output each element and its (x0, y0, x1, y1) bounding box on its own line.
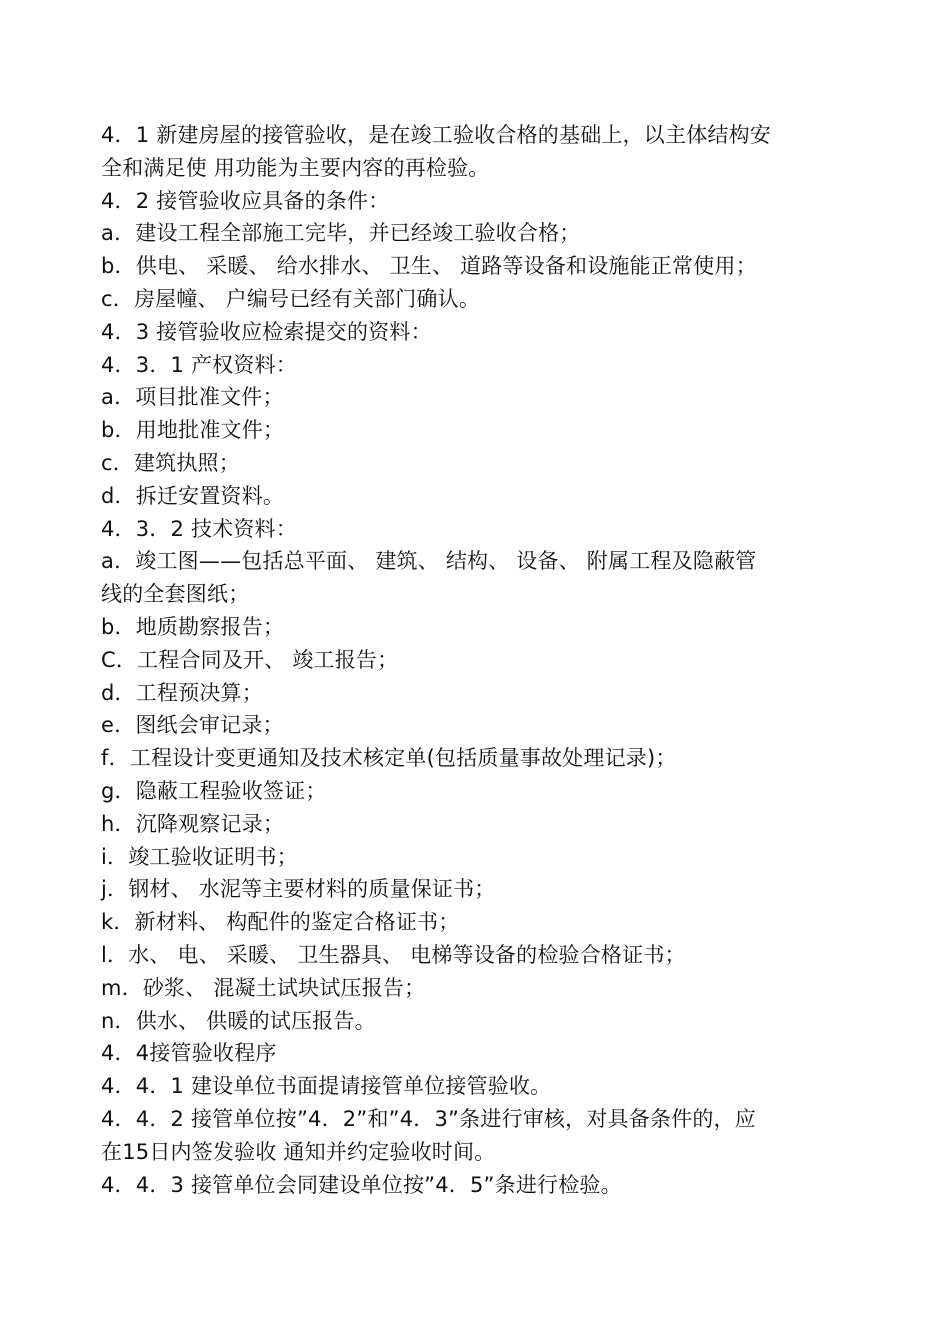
text-line: b．地质勘察报告； (101, 614, 285, 639)
text-line: 4．3．2 技术资料： (101, 516, 297, 541)
text-line: h．沉降观察记录； (101, 811, 285, 836)
text-line: j．钢材、 水泥等主要材料的质量保证书； (101, 877, 496, 902)
text-line: 全和满足使 用功能为主要内容的再检验。 (101, 155, 490, 180)
text-line: 4．4．3 接管单位会同建设单位按”4．5”条进行检验。 (101, 1172, 622, 1197)
text-line: l．水、 电、 采暖、 卫生器具、 电梯等设备的检验合格证书； (101, 942, 686, 967)
text-line: i．竣工验收证明书； (101, 844, 298, 869)
text-line: m．砂浆、 混凝土试块试压报告； (101, 975, 426, 1000)
text-line: b．供电、 采暖、 给水排水、 卫生、 道路等设备和设施能正常使用； (101, 254, 757, 279)
text-line: 4．4．1 建设单位书面提请接管单位接管验收。 (101, 1074, 552, 1099)
text-line: 4．2 接管验收应具备的条件： (101, 188, 390, 213)
text-line: 4．4接管验收程序 (101, 1041, 277, 1066)
text-line: f．工程设计变更通知及技术核定单(包括质量事故处理记录)； (101, 746, 677, 771)
text-line: b．用地批准文件； (101, 418, 285, 443)
text-line: 线的全套图纸； (101, 582, 250, 607)
text-line: a．建设工程全部施工完毕，并已经竣工验收合格； (101, 221, 581, 246)
text-line: 4．3．1 产权资料： (101, 352, 297, 377)
text-line: a．项目批准文件； (101, 385, 284, 410)
document-body (101, 119, 846, 1201)
text-line: g．隐蔽工程验收签证； (101, 778, 327, 803)
text-line: n．供水、 供暖的试压报告。 (101, 1008, 376, 1033)
text-line: d．拆迁安置资料。 (101, 483, 285, 508)
text-line: e．图纸会审记录； (101, 713, 284, 738)
text-line: d．工程预决算； (101, 680, 263, 705)
text-line: c．建筑执照； (101, 450, 240, 475)
text-line: 在15日内签发验收 通知并约定验收时间。 (101, 1139, 496, 1164)
text-line: 4．4．2 接管单位按”4．2”和”4．3”条进行审核，对具备条件的，应 (101, 1106, 756, 1131)
text-line: C．工程合同及开、 竣工报告； (101, 647, 399, 672)
text-line: k．新材料、 构配件的鉴定合格证书； (101, 910, 460, 935)
text-line: 4．1 新建房屋的接管验收，是在竣工验收合格的基础上，以主体结构安 (101, 123, 771, 147)
text-line: a．竣工图——包括总平面、 建筑、 结构、 设备、 附属工程及隐蔽管 (101, 549, 757, 574)
text-line: c．房屋幢、 户编号已经有关部门确认。 (101, 286, 481, 311)
text-line: 4．3 接管验收应检索提交的资料： (101, 319, 432, 344)
